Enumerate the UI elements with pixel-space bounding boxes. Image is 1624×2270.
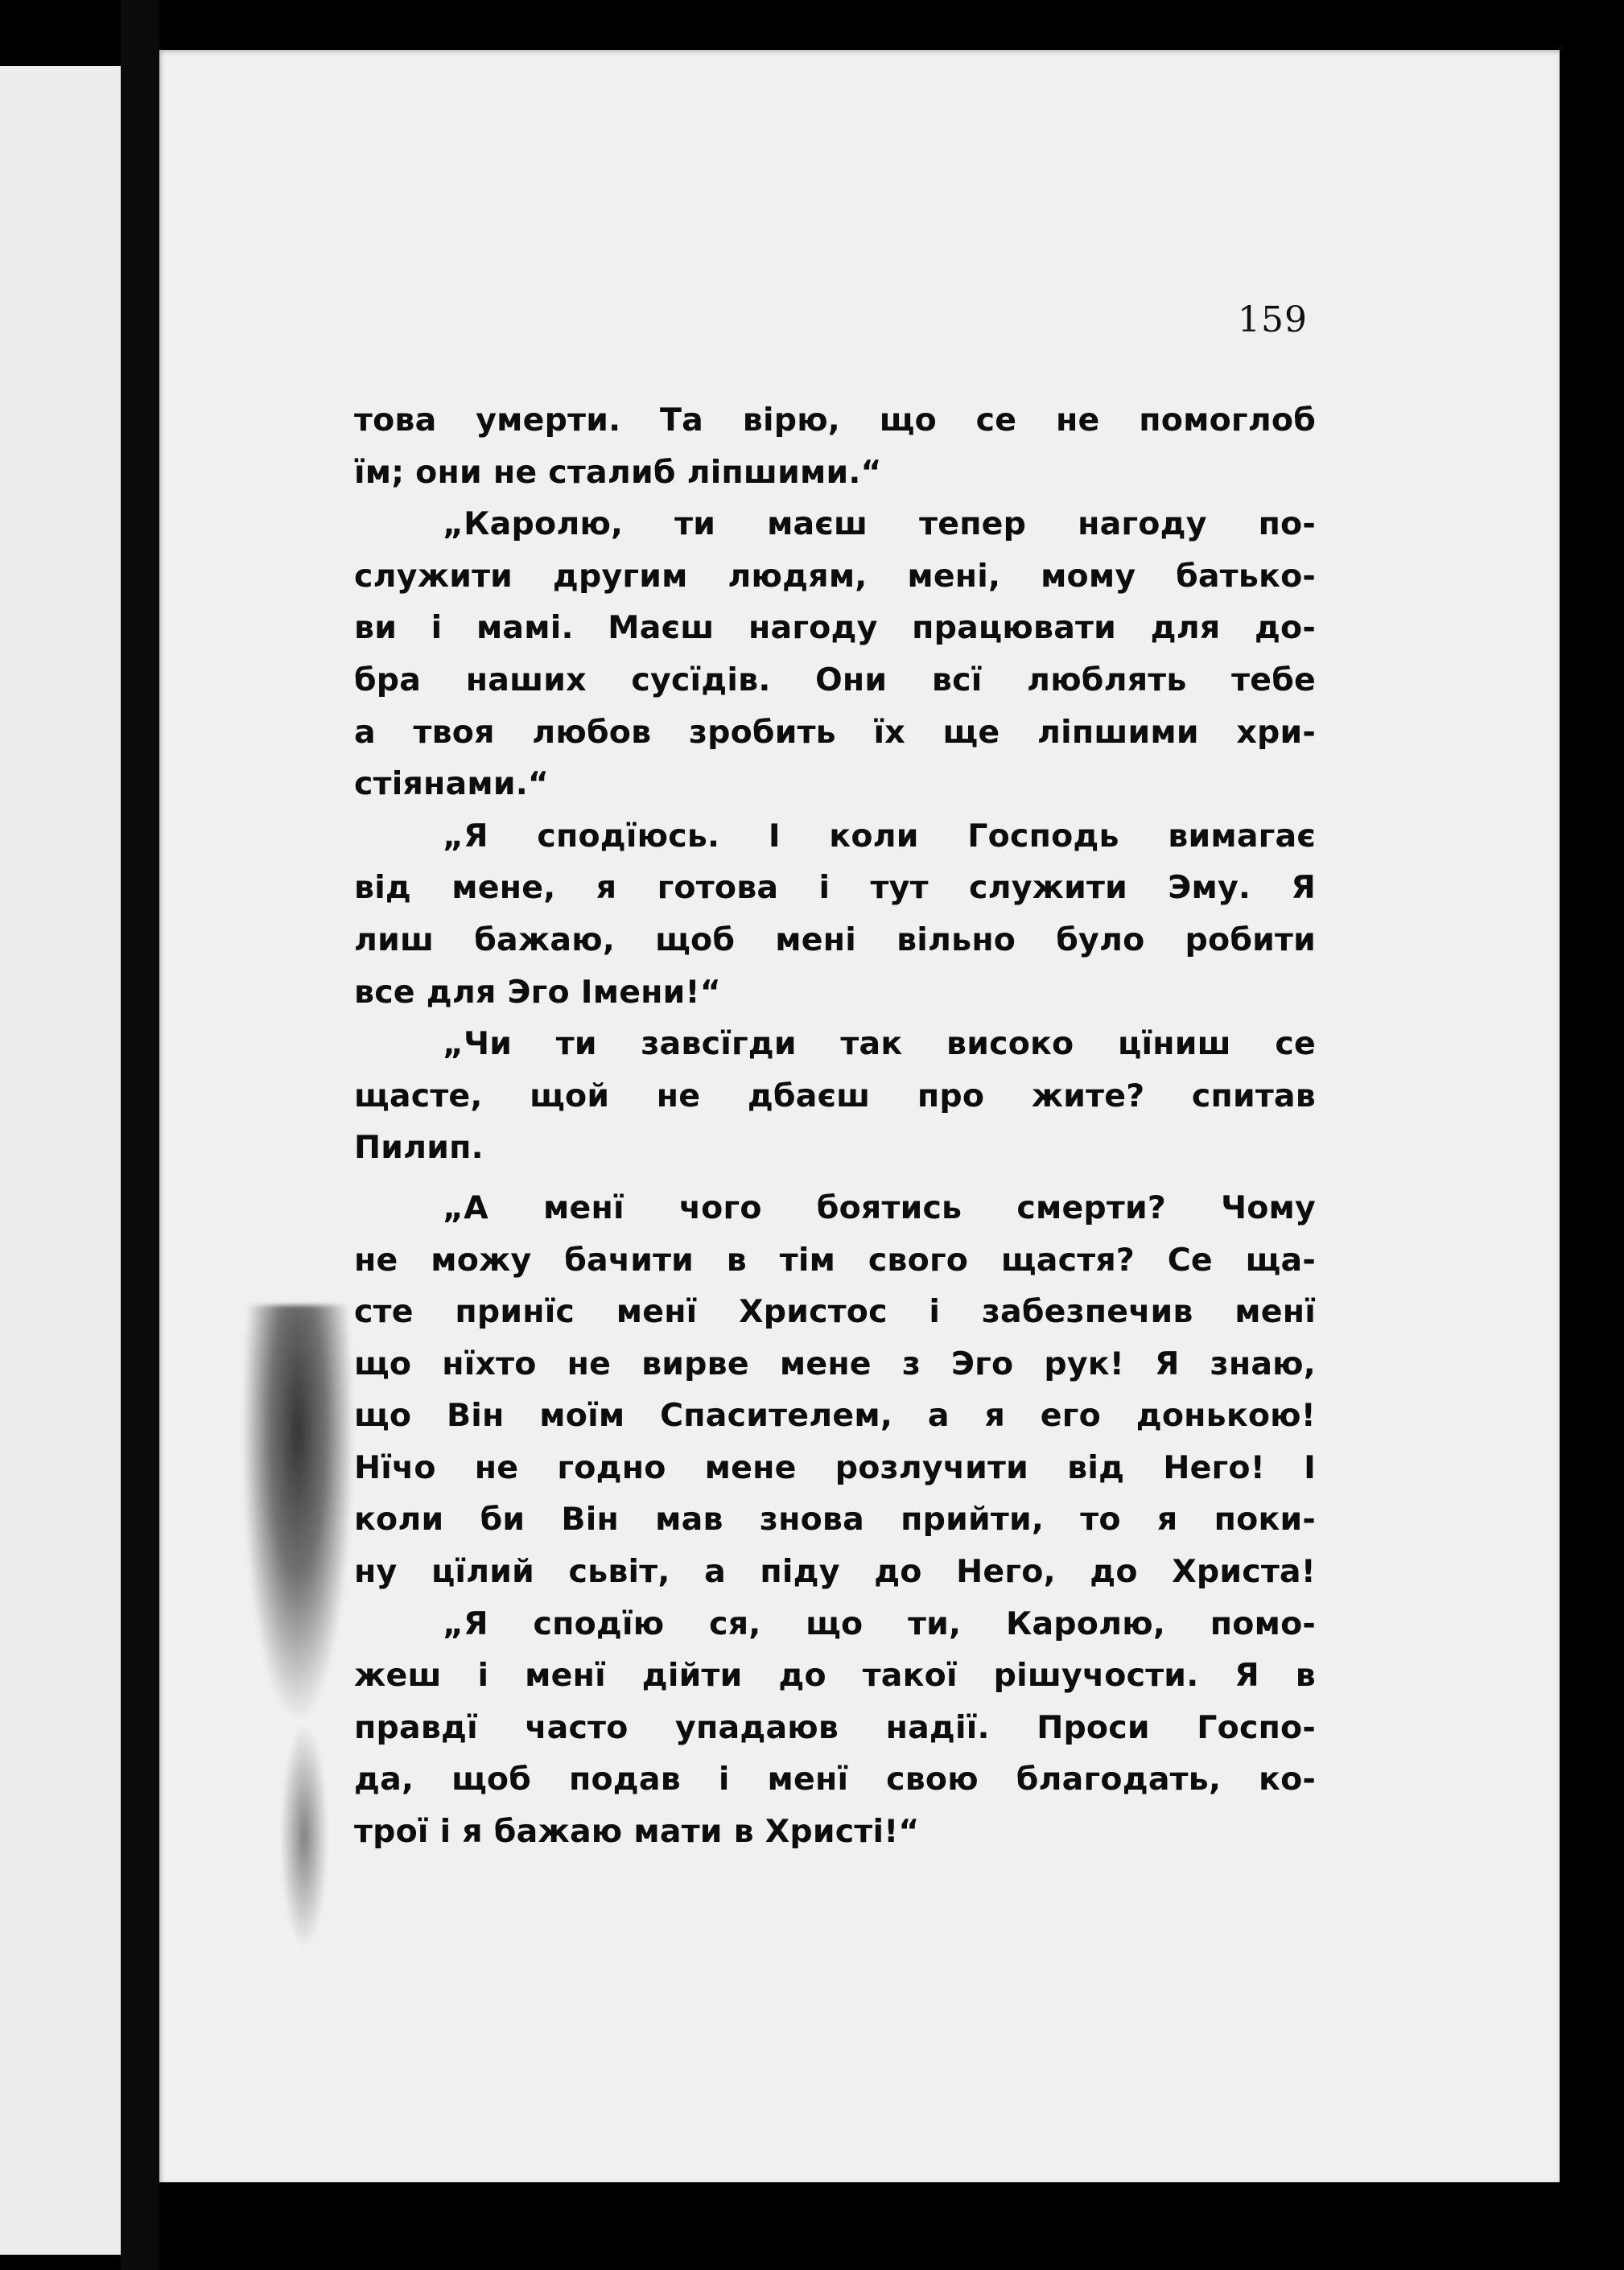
text-line: трої і я бажаю мати в Христі!“	[354, 1813, 920, 1851]
ink-stain	[241, 1305, 354, 1724]
text-line: лиш бажаю, щоб мені вільно було робити	[354, 921, 1316, 958]
text-line: не можу бачити в тім свого щастя? Се ща-	[354, 1241, 1316, 1279]
text-line: „А менї чого боятись смерти? Чому	[443, 1189, 1316, 1226]
text-line: коли би Він мав знова прийти, то я поки-	[354, 1501, 1316, 1539]
text-line: Пилип.	[354, 1129, 484, 1167]
facing-page-edge	[0, 66, 121, 2255]
text-line: жеш і менї дійти до такої рішучости. Я в	[354, 1657, 1316, 1695]
text-line: „Каролю, ти маєш тепер нагоду по-	[443, 505, 1316, 543]
text-line: бра наших сусїдів. Они всї люблять тебе	[354, 661, 1316, 698]
text-line: служити другим людям, мені, мому батько-	[354, 557, 1316, 595]
ink-stain-lower	[280, 1724, 328, 1949]
text-line: щасте, щой не дбаєш про жите? спитав	[354, 1077, 1316, 1114]
text-line: їм; они не сталиб ліпшими.“	[354, 453, 882, 491]
text-line: що нїхто не вирве мене з Эго рук! Я знаю,	[354, 1345, 1316, 1382]
text-line: правдї часто упадаюв надії. Проси Госпо-	[354, 1708, 1316, 1746]
text-line: сте принїс менї Христос і забезпечив менї	[354, 1293, 1316, 1331]
text-line: що Він моїм Спасителем, а я его донькою!	[354, 1397, 1316, 1435]
text-line: „Я сподїюсь. І коли Господь вимагає	[443, 817, 1316, 855]
text-line: стіянами.“	[354, 765, 550, 803]
text-line: да, щоб подав і менї свою благодать, ко-	[354, 1761, 1316, 1798]
page-number: 159	[1238, 299, 1308, 340]
text-line: від мене, я готова і тут служити Эму. Я	[354, 869, 1316, 907]
text-line: ви і мамі. Маєш нагоду працювати для до-	[354, 609, 1316, 647]
text-line: „Чи ти завсїгди так високо цїниш се	[443, 1025, 1316, 1063]
text-line: „Я сподїю ся, що ти, Каролю, помо-	[443, 1605, 1316, 1642]
text-line: а твоя любов зробить їх ще ліпшими хри-	[354, 713, 1316, 751]
page-body-text	[354, 394, 1316, 1858]
text-line: все для Эго Імени!“	[354, 973, 721, 1011]
text-line: ну цїлий сьвіт, а піду до Него, до Христа!	[354, 1553, 1316, 1591]
text-line: Нїчо не годно мене розлучити від Него! І	[354, 1448, 1316, 1486]
text-line: това умерти. Та вірю, що се не помоглоб	[354, 402, 1316, 439]
book-spine	[121, 0, 159, 2270]
